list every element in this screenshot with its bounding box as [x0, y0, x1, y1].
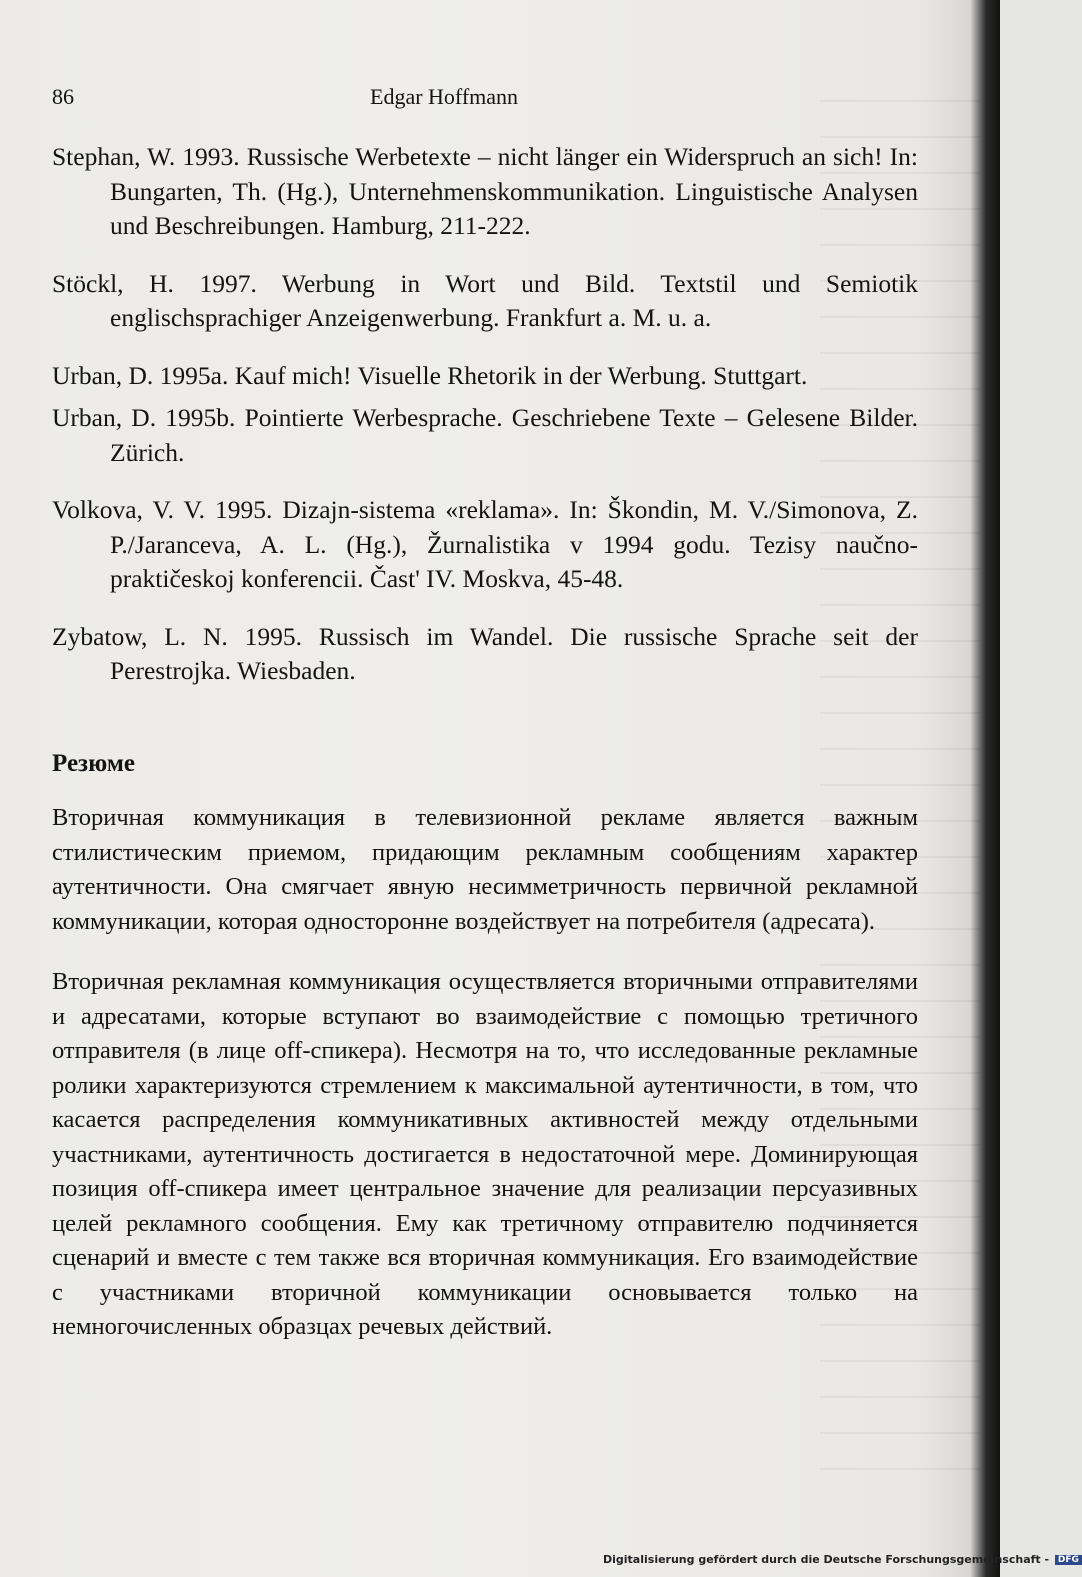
reference-entry: Stöckl, H. 1997. Werbung in Wort und Bild. Textstil und Semiotik englischsprachiger Anzeigenwerbung. Frankfurt a. M. u. a.	[52, 268, 918, 332]
reference-entry: Urban, D. 1995a. Kauf mich! Visuelle Rhetorik in der Werbung. Stuttgart.	[52, 360, 808, 390]
digitization-footer	[603, 1553, 1082, 1566]
page-header	[52, 84, 918, 114]
running-head: Edgar Hoffmann	[370, 84, 519, 109]
page-content	[52, 140, 918, 1345]
summary-paragraph: Вторичная коммуникация в телевизионной рекламе является важным стилистическим приемом, придающим рекламным сообщениям характер аутентичности. Она смягчает явную несимметричность первичной рекламной коммуникации, которая односторонне воздействует на потребителя (адресата).	[52, 804, 918, 935]
reference-entry: Zybatow, L. N. 1995. Russisch im Wandel. Die russische Sprache seit der Perestrojka. Wiesbaden.	[52, 621, 918, 685]
section-heading: Резюме	[52, 749, 135, 777]
reference-entry: Urban, D. 1995b. Pointierte Werbesprache. Geschriebene Texte – Gelesene Bilder. Zürich.	[52, 403, 918, 467]
page-number: 86	[52, 84, 74, 109]
reference-entry: Volkova, V. V. 1995. Dizajn-sistema «reklama». In: Škondin, M. V./Simonova, Z. P./Jaranceva, A. L. (Hg.), Žurnalistika v 1994 godu. Tezisy naučno-praktičeskoj konferencii. Čast' IV. Moskva, 45-48.	[52, 495, 918, 593]
dfg-logo: DFG	[1055, 1555, 1082, 1565]
summary-paragraph: Вторичная рекламная коммуникация осуществляется вторичными отправителями и адресатами, которые вступают во взаимодействие с помощью третичного отправителя (в лице off-спикера). Несмотря на то, что исследованные рекламные ролики характеризуются стремлением к максимальной аутентичности, в том, что касается распределения коммуникативных активностей между отдельными участниками, аутентичность достигается в недостаточной мере. Доминирующая позиция off-спикера имеет центральное значение для реализации персуазивных целей рекламного сообщения. Ему как третичному отправителю подчиняется сценарий и вместе с тем также вся вторичная коммуникация. Его взаимодействие с участниками вторичной коммуникации основывается только на немногочисленных образцах речевых действий.	[52, 968, 918, 1340]
footer-text: Digitalisierung gefördert durch die Deutsche Forschungsgemeinschaft -	[603, 1553, 1050, 1566]
reference-entry: Stephan, W. 1993. Russische Werbetexte – nicht länger ein Widerspruch an sich! In: Bungarten, Th. (Hg.), Unternehmenskommunikation. Linguistische Analysen und Beschreibungen. Hamburg, 211-222.	[52, 142, 918, 240]
